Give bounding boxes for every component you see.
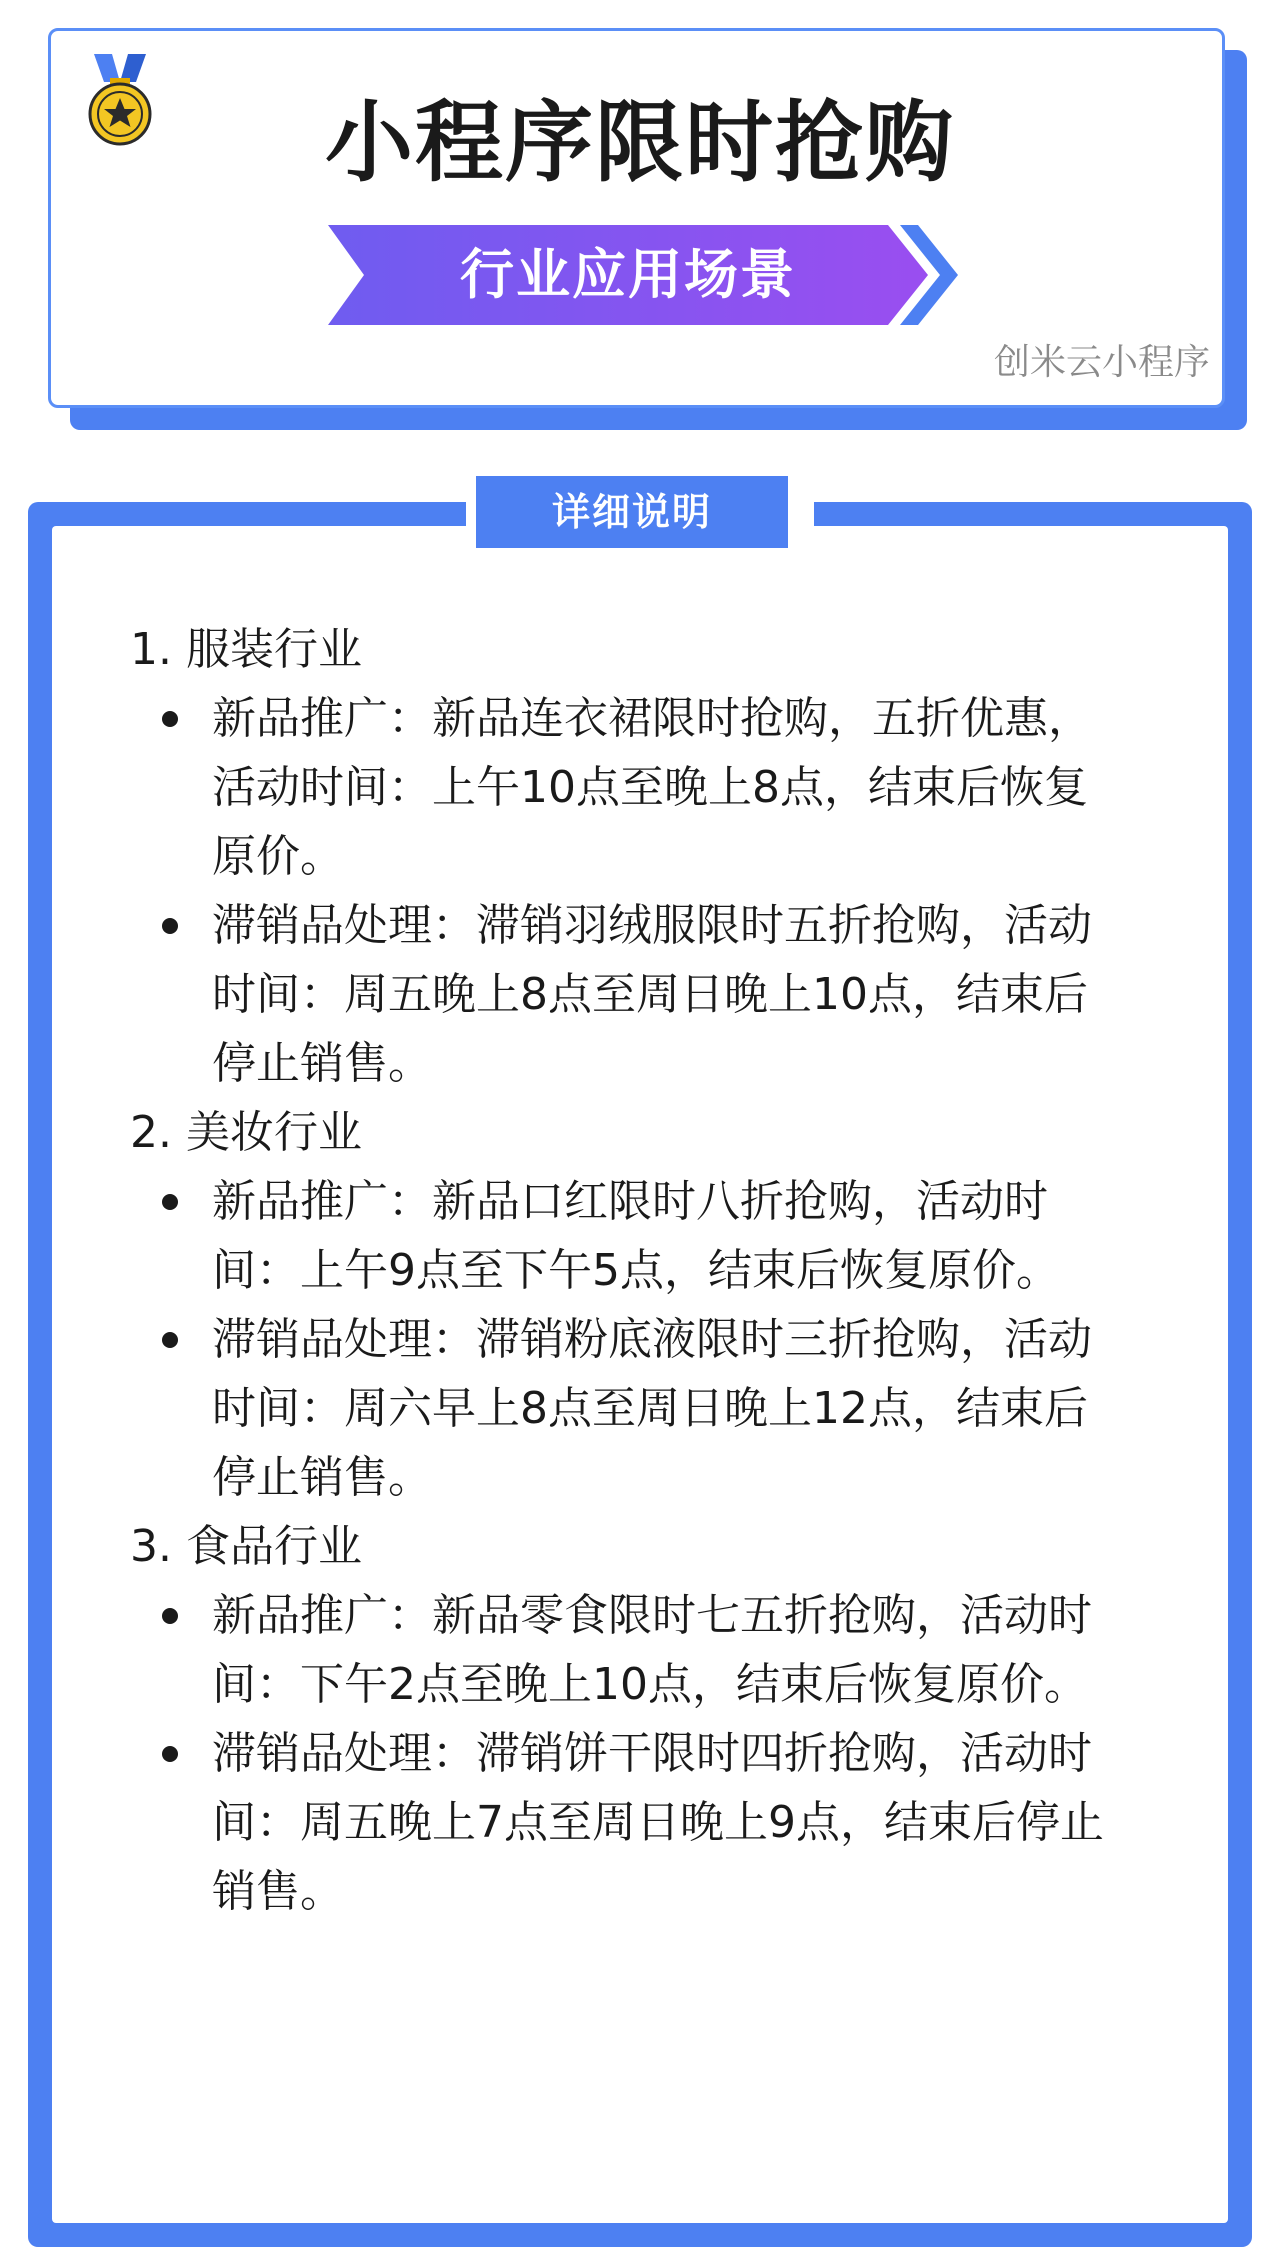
section [130, 615, 1150, 1098]
item-text: 滞销品处理：滞销羽绒服限时五折抢购，活动时间：周五晚上8点至周日晚上10点，结束后停止销售。 [212, 900, 1092, 1089]
bullet-icon [162, 1608, 178, 1624]
detail-content [130, 615, 1150, 1926]
item-text: 滞销品处理：滞销饼干限时四折抢购，活动时间：周五晚上7点至周日晚上9点，结束后停止销售。 [212, 1728, 1104, 1917]
bullet-icon [162, 1332, 178, 1348]
section [130, 1512, 1150, 1926]
section-title: 3. 食品行业 [130, 1521, 362, 1572]
section [130, 1098, 1150, 1512]
item-list [130, 684, 1150, 1098]
item-list [130, 1581, 1150, 1926]
list-item [130, 684, 1110, 891]
list-item [130, 1719, 1110, 1926]
bullet-icon [162, 711, 178, 727]
list-item [130, 1581, 1110, 1719]
bullet-icon [162, 1194, 178, 1210]
page-title: 小程序限时抢购 [324, 91, 955, 194]
bullet-icon [162, 918, 178, 934]
section-title: 1. 服装行业 [130, 624, 362, 675]
brand-label: 创米云小程序 [993, 342, 1210, 383]
detail-tab: 详细说明 [476, 476, 788, 548]
subtitle: 行业应用场景 [460, 243, 796, 306]
list-item [130, 1305, 1110, 1512]
list-item [130, 1167, 1110, 1305]
item-text: 新品推广：新品零食限时七五折抢购，活动时间：下午2点至晚上10点，结束后恢复原价。 [212, 1590, 1092, 1710]
list-item [130, 891, 1110, 1098]
item-text: 滞销品处理：滞销粉底液限时三折抢购，活动时间：周六早上8点至周日晚上12点，结束后停止销售。 [212, 1314, 1092, 1503]
item-list [130, 1167, 1150, 1512]
item-text: 新品推广：新品口红限时八折抢购，活动时间：上午9点至下午5点，结束后恢复原价。 [212, 1176, 1060, 1296]
bullet-icon [162, 1746, 178, 1762]
item-text: 新品推广：新品连衣裙限时抢购，五折优惠，活动时间：上午10点至晚上8点，结束后恢复原价。 [212, 693, 1092, 882]
section-title: 2. 美妆行业 [130, 1107, 362, 1158]
